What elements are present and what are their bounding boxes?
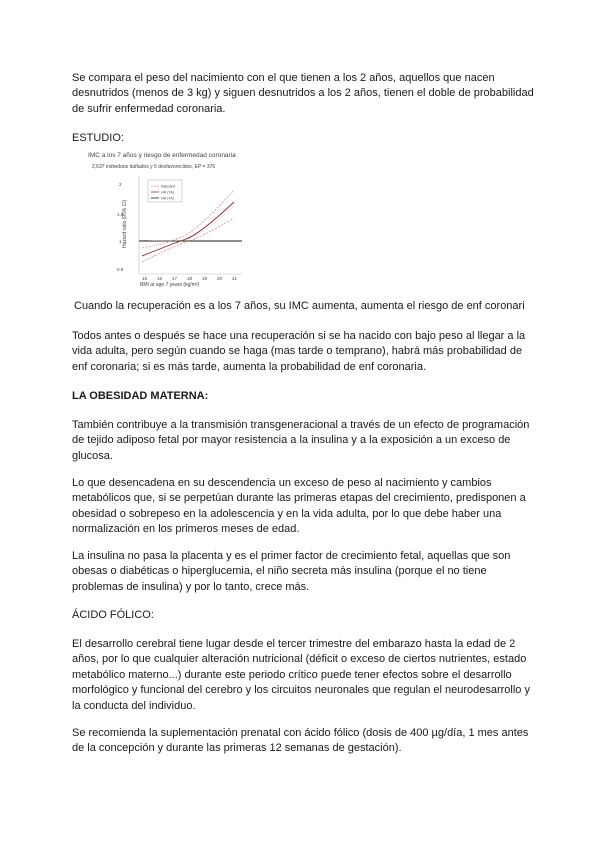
legend-entry: Adjusted xyxy=(161,184,175,189)
x-tick: 19 xyxy=(202,276,208,281)
obesidad-heading: LA OBESIDAD MATERNA: xyxy=(72,390,209,402)
paragraph-transmission: También contribuye a la transmisión transgeneracional a través de un efecto de programación de tejido adiposo fetal por mayor resistencia a la insulina y a la exposición a un exceso de glucosa. xyxy=(72,419,530,462)
y-tick: 1 xyxy=(119,239,122,244)
paragraph-insulin: La insulina no pasa la placenta y es el primer factor de crecimiento fetal, aquellas que son obesas o diabéticas o hiperglucemia, el niño secreta más insulina (porque el no tiene problemas de insulina) y por lo tanto, crece más. xyxy=(72,550,511,593)
legend-entry: HR (TA) xyxy=(161,190,174,195)
acido-heading: ÁCIDO FÓLICO: xyxy=(72,609,154,621)
paragraph-folic-acid: Se recomienda la suplementación prenatal con ácido fólico (dosis de 400 µg/día, 1 mes antes de la concepción y durante las primeras 12 semanas de gestación). xyxy=(72,727,529,755)
x-tick: 17 xyxy=(172,276,178,281)
y-tick: 0.5 xyxy=(117,267,124,272)
x-ticks xyxy=(142,276,238,281)
paragraph-brain-development: El desarrollo cerebral tiene lugar desde el tercer trimestre del embarazo hasta la edad de 2 años, por lo que cualquier alteración nutricional (déficit o exceso de ciertos nutrientes, estado metabólico materno...) durante este periodo crítico puede tener efectos sobre el desarrollo morfológico y funcional del cerebro y los circuitos neuronales que regulan el neurodesarrollo y la conducta del individuo. xyxy=(72,638,530,712)
figure-subtitle: 2,637 individuos dañados y 5 desfavorecidos, EP = 376 xyxy=(92,164,216,170)
study-figure xyxy=(84,148,262,288)
x-tick: 15 xyxy=(142,276,148,281)
legend-entry: HR (TA) xyxy=(161,196,174,201)
curve-main xyxy=(142,202,234,256)
x-tick: 18 xyxy=(187,276,193,281)
figure-legend xyxy=(148,180,182,202)
paragraph-recovery-7: Cuando la recuperación es a los 7 años, su IMC aumenta, aumenta el riesgo de enf coronari xyxy=(74,300,525,312)
x-tick: 20 xyxy=(217,276,223,281)
curve-secondary xyxy=(142,206,234,241)
figure-title: IMC a los 7 años y riesgo de enfermedad coronaria xyxy=(88,152,236,159)
x-tick: 21 xyxy=(232,276,238,281)
y-tick: 2 xyxy=(119,182,122,187)
estudio-heading: ESTUDIO: xyxy=(72,132,124,144)
study-chart xyxy=(84,148,262,288)
figure-ylabel: Hazard ratio (95% CI) xyxy=(122,199,128,248)
paragraph-recovery-adult: Todos antes o después se hace una recuperación si se ha nacido con bajo peso al llegar a la vida adulta, pero según cuando se haga (mas tarde o temprano), habrá más probabilidad de enf coronaria; si es más tarde, aumenta la probabilidad de enf coronaria. xyxy=(72,330,526,373)
paragraph-birth-weight: Se compara el peso del nacimiento con el que tienen a los 2 años, aquellos que nacen desnutridos (menos de 3 kg) y siguen desnutridos a los 2 años, tienen el doble de probabilidad de sufrir enfermedad coronaria. xyxy=(72,72,534,115)
x-tick: 16 xyxy=(157,276,163,281)
y-tick: 1.5 xyxy=(117,212,124,217)
paragraph-descendants: Lo que desencadena en su descendencia un exceso de peso al nacimiento y cambios metabólicos que, si se perpetúan durante las primeras etapas del crecimiento, predisponen a obesidad o sobrepeso en la adolescencia y en la vida adulta, por lo que debe haber una normalización en los primeros meses de edad. xyxy=(72,477,526,536)
figure-xlabel: BMI at age 7 years (kg/m²) xyxy=(140,282,200,288)
curve-lower-ci xyxy=(142,218,234,262)
